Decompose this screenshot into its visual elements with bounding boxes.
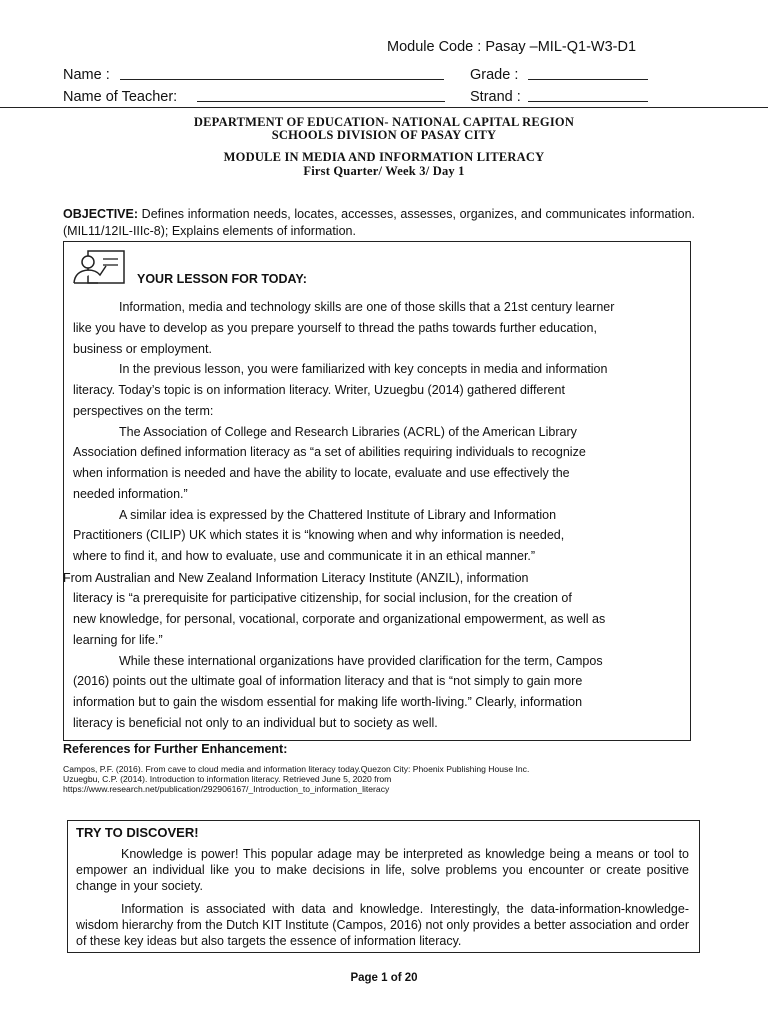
reference-item: Campos, P.F. (2016). From cave to cloud media and information literacy today.Quezon City: Phoenix Publishing House Inc. [63, 764, 530, 774]
objective-label: OBJECTIVE: [63, 207, 139, 221]
department-title: DEPARTMENT OF EDUCATION- NATIONAL CAPITAL REGION [193, 115, 575, 129]
grade-field-line [528, 79, 648, 80]
lesson-line: literacy. Today’s topic is on information literacy. Writer, Uzuegbu (2014) gathered different [73, 383, 565, 397]
objective [63, 206, 695, 239]
lesson-line: Information, media and technology skills are one of those skills that a 21st century learner [119, 300, 615, 314]
teacher-board-icon [72, 249, 126, 290]
grade-label: Grade : [470, 67, 519, 83]
lesson-line: needed information.” [73, 487, 188, 501]
lesson-line: Practitioners (CILIP) UK which states it is “knowing when and why information is needed, [73, 528, 565, 542]
strand-label: Strand : [470, 89, 521, 105]
lesson-line: where to find it, and how to evaluate, use and communicate it in an ethical manner.” [73, 549, 536, 563]
page-number: Page 1 of 20 [350, 972, 418, 984]
lesson-line: when information is needed and have the ability to locate, evaluate and use effectively the [73, 466, 570, 480]
quarter-title: First Quarter/ Week 3/ Day 1 [303, 164, 465, 178]
module-title: MODULE IN MEDIA AND INFORMATION LITERACY [223, 150, 545, 164]
discover-paragraph: Knowledge is power! This popular adage may be interpreted as knowledge being a means or tool to empower an individual like you to make decisions in life, solve problems you encounter or create positive change in your society. [76, 847, 689, 893]
header-divider [0, 107, 768, 108]
lesson-line: The Association of College and Research Libraries (ACRL) of the American Library [119, 425, 577, 439]
lesson-line: A similar idea is expressed by the Chattered Institute of Library and Information [119, 508, 557, 522]
lesson-title: YOUR LESSON FOR TODAY: [137, 272, 307, 286]
lesson-line: From Australian and New Zealand Information Literacy Institute (ANZIL), information [63, 571, 529, 585]
discover-title: TRY TO DISCOVER! [76, 825, 199, 840]
reference-item: Uzuegbu, C.P. (2014). Introduction to information literacy. Retrieved June 5, 2020 from [63, 774, 392, 784]
references-title: References for Further Enhancement: [63, 742, 288, 756]
lesson-line: new knowledge, for personal, vocational, corporate and organizational empowerment, as well as [73, 612, 606, 626]
name-field-line [120, 79, 444, 80]
name-label: Name : [63, 67, 110, 83]
strand-field-line [528, 101, 648, 102]
lesson-line: (2016) points out the ultimate goal of information literacy and that is “not simply to gain more [73, 674, 583, 688]
lesson-line: literacy is beneficial not only to an individual but to society as well. [73, 716, 438, 730]
lesson-line: In the previous lesson, you were familiarized with key concepts in media and information [119, 362, 608, 376]
lesson-line: business or employment. [73, 342, 212, 356]
lesson-line: literacy is “a prerequisite for participative citizenship, for social inclusion, for the creation of [73, 591, 572, 605]
objective-text: Defines information needs, locates, accesses, assesses, organizes, and communicates information. (MIL11/12IL-IIIc-8); Explains elements of information. [63, 207, 695, 238]
module-code: Module Code : Pasay –MIL-Q1-W3-D1 [387, 39, 637, 55]
lesson-line: information but to gain the wisdom essential for making life worth-living.” Clearly, information [73, 695, 583, 709]
division-title: SCHOOLS DIVISION OF PASAY CITY [271, 128, 497, 142]
lesson-line: learning for life.” [73, 633, 163, 647]
discover-paragraph: Information is associated with data and knowledge. Interestingly, the data-information-knowledge-wisdom hierarchy from the Dutch KIT Institute (Campos, 2016) not only provides a better association and order of these key ideas but also targets the essence of information literacy. [76, 902, 689, 948]
teacher-field-line [197, 101, 445, 102]
lesson-line: perspectives on the term: [73, 404, 214, 418]
reference-link[interactable]: https://www.research.net/publication/292906167/_Introduction_to_information_literacy [63, 784, 390, 794]
lesson-line: Association defined information literacy as “a set of abilities requiring individuals to recognize [73, 445, 586, 459]
lesson-line: like you have to develop as you prepare yourself to thread the paths towards further education, [73, 321, 597, 335]
teacher-label: Name of Teacher: [63, 89, 178, 105]
lesson-line: While these international organizations have provided clarification for the term, Campos [119, 654, 603, 668]
